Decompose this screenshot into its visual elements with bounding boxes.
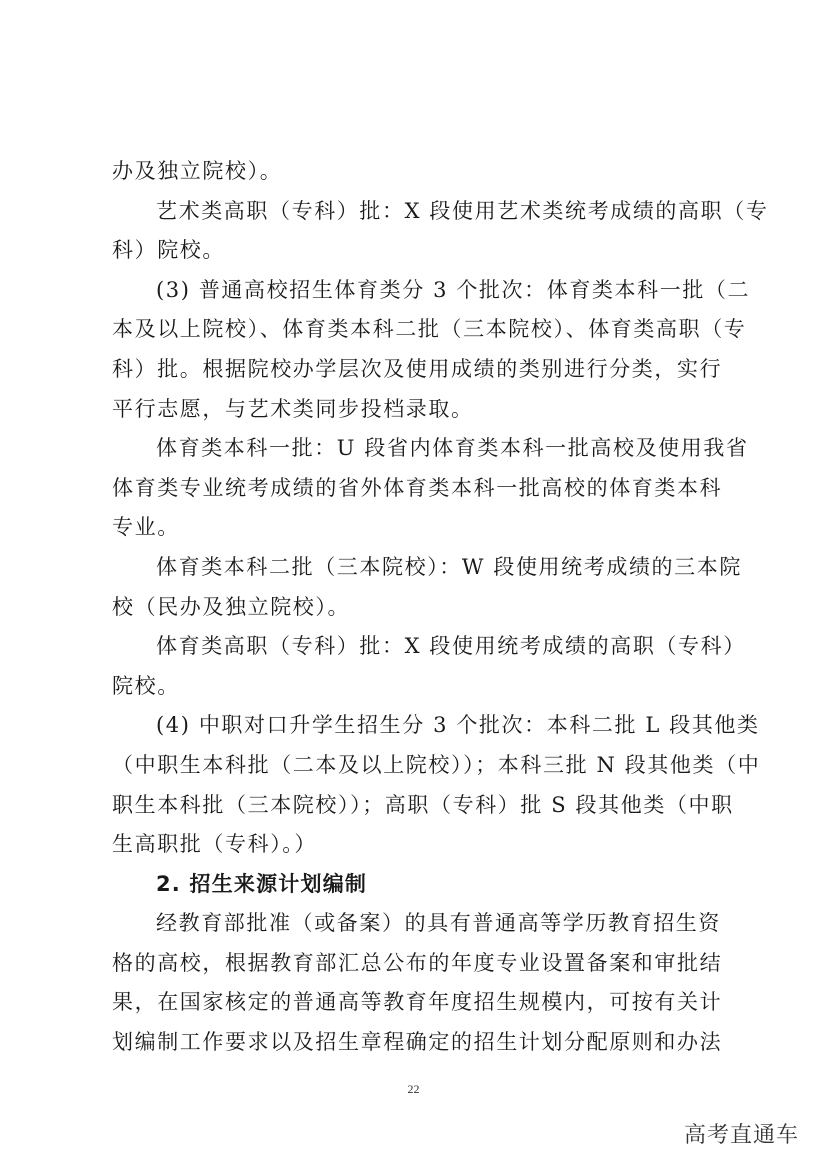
- paragraph-line: 校（民办及独立院校）。: [112, 594, 351, 619]
- paragraph-line: 体育类本科二批（三本院校）：W 段使用统考成绩的三本院: [156, 554, 742, 579]
- paragraph-line: 办及独立院校）。: [112, 159, 283, 183]
- paragraph-line: 经教育部批准（或备案）的具有普通高等学历教育招生资: [156, 911, 721, 936]
- paragraph-line: 体育类高职（专科）批：X 段使用统考成绩的高职（专科）: [156, 634, 746, 659]
- paragraph-line: 格的高校，根据教育部汇总公布的年度专业设置备案和审批结: [112, 950, 723, 975]
- paragraph-line: 体育类专业统考成绩的省外体育类本科一批高校的体育类本科: [112, 475, 723, 500]
- paragraph-line: 科）院校。: [112, 238, 225, 263]
- paragraph-line: 艺术类高职（专科）批：X 段使用艺术类统考成绩的高职（专: [156, 198, 769, 223]
- page-number: 22: [407, 1082, 420, 1096]
- paragraph-line: 本及以上院校）、体育类本科二批（三本院校）、体育类高职（专: [112, 317, 747, 342]
- paragraph-line: 职生本科批（三本院校））；高职（专科）批 S 段其他类（中职: [112, 792, 734, 817]
- paragraph-line: 体育类本科一批：U 段省内体育类本科一批高校及使用我省: [156, 436, 749, 461]
- paragraph-line: 院校。: [112, 673, 180, 698]
- paragraph-line: (4) 中职对口升学生招生分 3 个批次：本科二批 L 段其他类: [156, 713, 760, 738]
- watermark-logo: 高考直通车: [683, 1123, 799, 1148]
- document-body: [112, 152, 769, 1063]
- paragraph-line: 生高职批（专科）。）: [112, 832, 317, 857]
- paragraph-line: (3) 普通高校招生体育类分 3 个批次：体育类本科一批（二: [156, 277, 751, 302]
- paragraph-line: 划编制工作要求以及招生章程确定的招生计划分配原则和办法: [112, 1030, 723, 1055]
- paragraph-line: 科）批。根据院校办学层次及使用成绩的类别进行分类，实行: [112, 356, 723, 381]
- paragraph-line: 果，在国家核定的普通高等教育年度招生规模内，可按有关计: [112, 990, 723, 1015]
- paragraph-line: 专业。: [112, 515, 180, 540]
- section-heading: 2. 招生来源计划编制: [156, 871, 368, 896]
- paragraph-line: 平行志愿，与艺术类同步投档录取。: [112, 396, 474, 421]
- paragraph-line: （中职生本科批（二本及以上院校））；本科三批 N 段其他类（中: [112, 752, 761, 777]
